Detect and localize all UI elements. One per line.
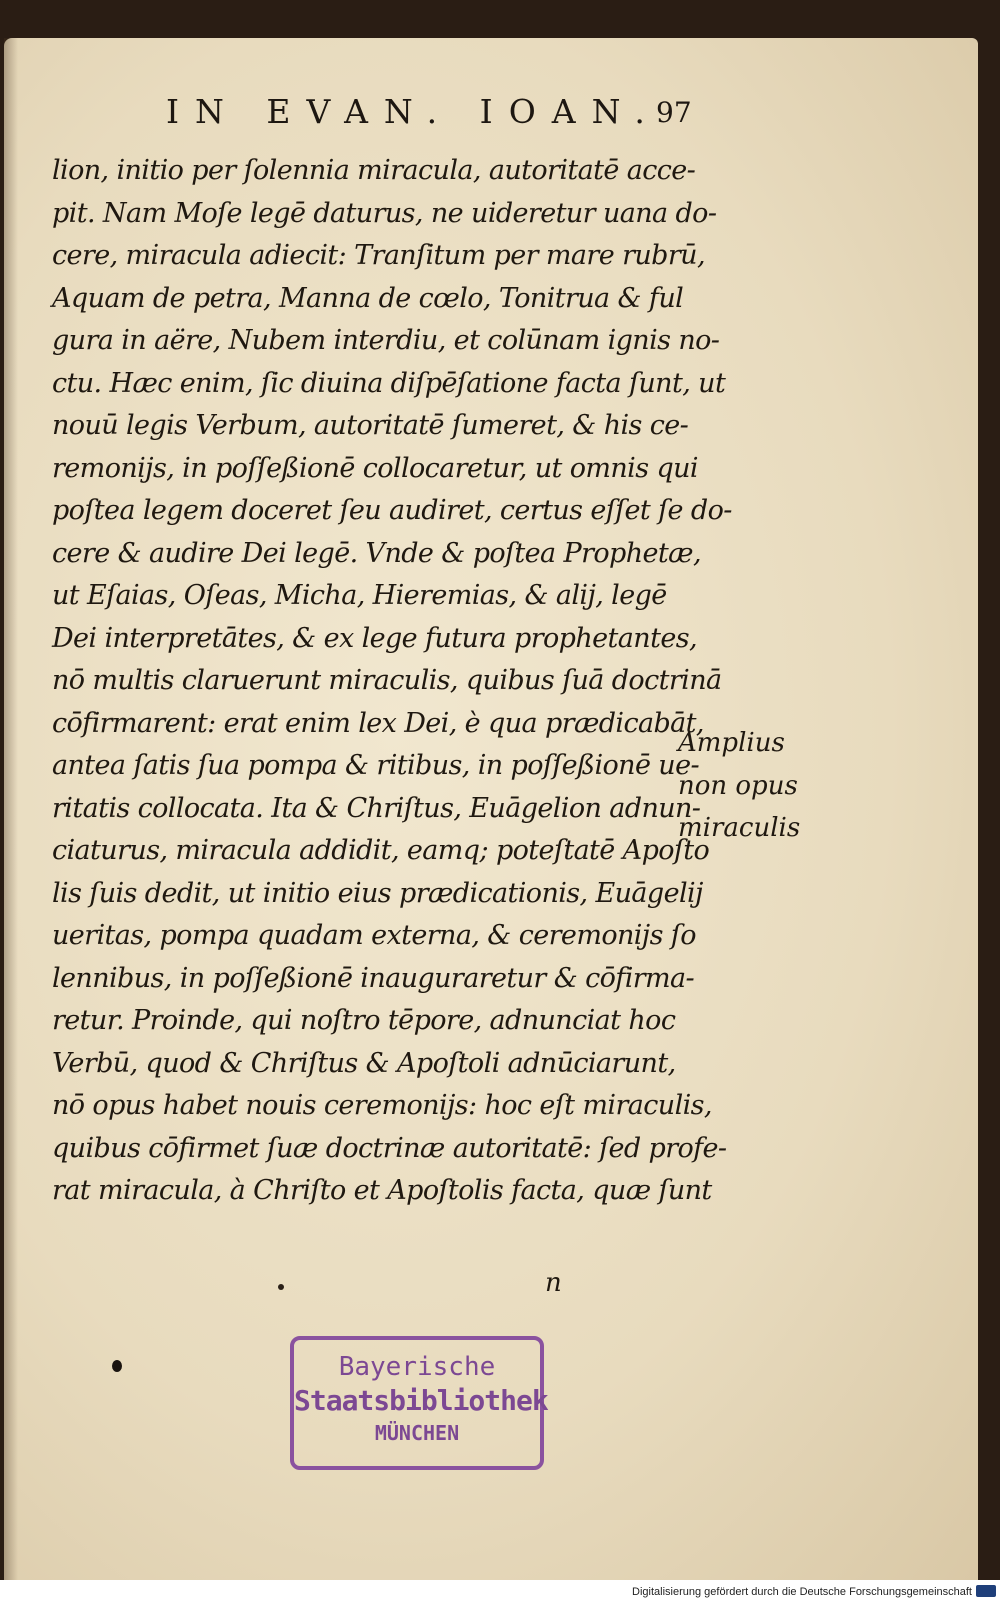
text-line: ctu. Hæc enim, ſic diuina diſpēſatione facta ſunt, ut <box>52 367 726 399</box>
signature-mark <box>278 1284 284 1290</box>
text-line: cere, miracula adiecit: Tranſitum per mare rubrū, <box>52 240 705 271</box>
library-stamp <box>290 1336 548 1470</box>
stamp-line: MÜNCHEN <box>374 1421 460 1445</box>
text-line: nō opus habet nouis ceremonijs: hoc eſt miraculis, <box>52 1090 712 1121</box>
text-line: pit. Nam Moſe legē daturus, ne uideretur uana do- <box>52 197 717 229</box>
text-line: rat miracula, à Chriſto et Apoſtolis facta, quæ ſunt <box>52 1175 712 1206</box>
text-line: lennibus, in poſſeßionē inauguraretur & cōfirma- <box>52 962 695 994</box>
text-line: ciaturus, miracula addidit, eamq; poteſtatē Apoſto <box>52 835 710 866</box>
stamp-line: Bayerische <box>338 1352 496 1382</box>
text-line: lion, initio per ſolennia miracula, autoritatē acce- <box>52 155 696 186</box>
text-line: remonijs, in poſſeßionē collocaretur, ut omnis qui <box>52 452 698 484</box>
text-line: ueritas, pompa quadam externa, & ceremonijs ſo <box>52 920 696 951</box>
text-line: antea ſatis ſua pompa & ritibus, in poſſeßionē ue- <box>52 750 699 781</box>
text-line: poſtea legem doceret ſeu audiret, certus eſſet ſe do- <box>52 495 732 526</box>
page-number: 97 <box>656 96 692 129</box>
text-line: cōfirmarent: erat enim lex Dei, è qua prædicabāt, <box>52 707 704 739</box>
text-line: quibus cōfirmet ſuæ doctrinæ autoritatē: ſed profe- <box>52 1132 727 1164</box>
text-line: Aquam de petra, Manna de cœlo, Tonitrua & ful <box>52 282 684 314</box>
text-line: ut Eſaias, Oſeas, Micha, Hieremias, & alij, legē <box>52 580 667 611</box>
text-line: Dei interpretātes, & ex lege futura prophetantes, <box>52 622 697 654</box>
text-line: ritatis collocata. Ita & Chriſtus, Euāgelion adnun- <box>52 792 701 824</box>
dfg-logo-icon <box>976 1585 996 1597</box>
marginal-note-line: miraculis <box>678 813 801 843</box>
text-line: cere & audire Dei legē. Vnde & poſtea Prophetæ, <box>52 537 701 569</box>
text-line: retur. Proinde, qui noſtro tēpore, adnunciat hoc <box>52 1005 676 1036</box>
marginal-note-line: non opus <box>678 770 798 801</box>
text-line: Verbū, quod & Chriſtus & Apoſtoli adnūciarunt, <box>52 1047 676 1079</box>
marginal-note <box>678 722 828 850</box>
text-line: gura in aëre, Nubem interdiu, et colūnam ignis no- <box>52 325 720 356</box>
text-line: nō multis claruerunt miraculis, quibus ſuā doctrinā <box>52 665 722 696</box>
running-title: IN EVAN. IOAN. <box>166 92 661 131</box>
digitization-credit <box>0 1582 1000 1602</box>
text-line: nouū legis Verbum, autoritatē ſumeret, & his ce- <box>52 410 689 441</box>
stamp-line: Staatsbibliothek <box>294 1384 548 1417</box>
ink-spot <box>112 1360 122 1372</box>
marginal-note-line: Amplius <box>678 728 785 758</box>
credit-text: Digitalisierung gefördert durch die Deutsche Forschungsgemeinschaft <box>632 1586 972 1598</box>
catchword: n <box>545 1268 562 1298</box>
text-line: lis ſuis dedit, ut initio eius prædicationis, Euāgelij <box>52 877 703 909</box>
